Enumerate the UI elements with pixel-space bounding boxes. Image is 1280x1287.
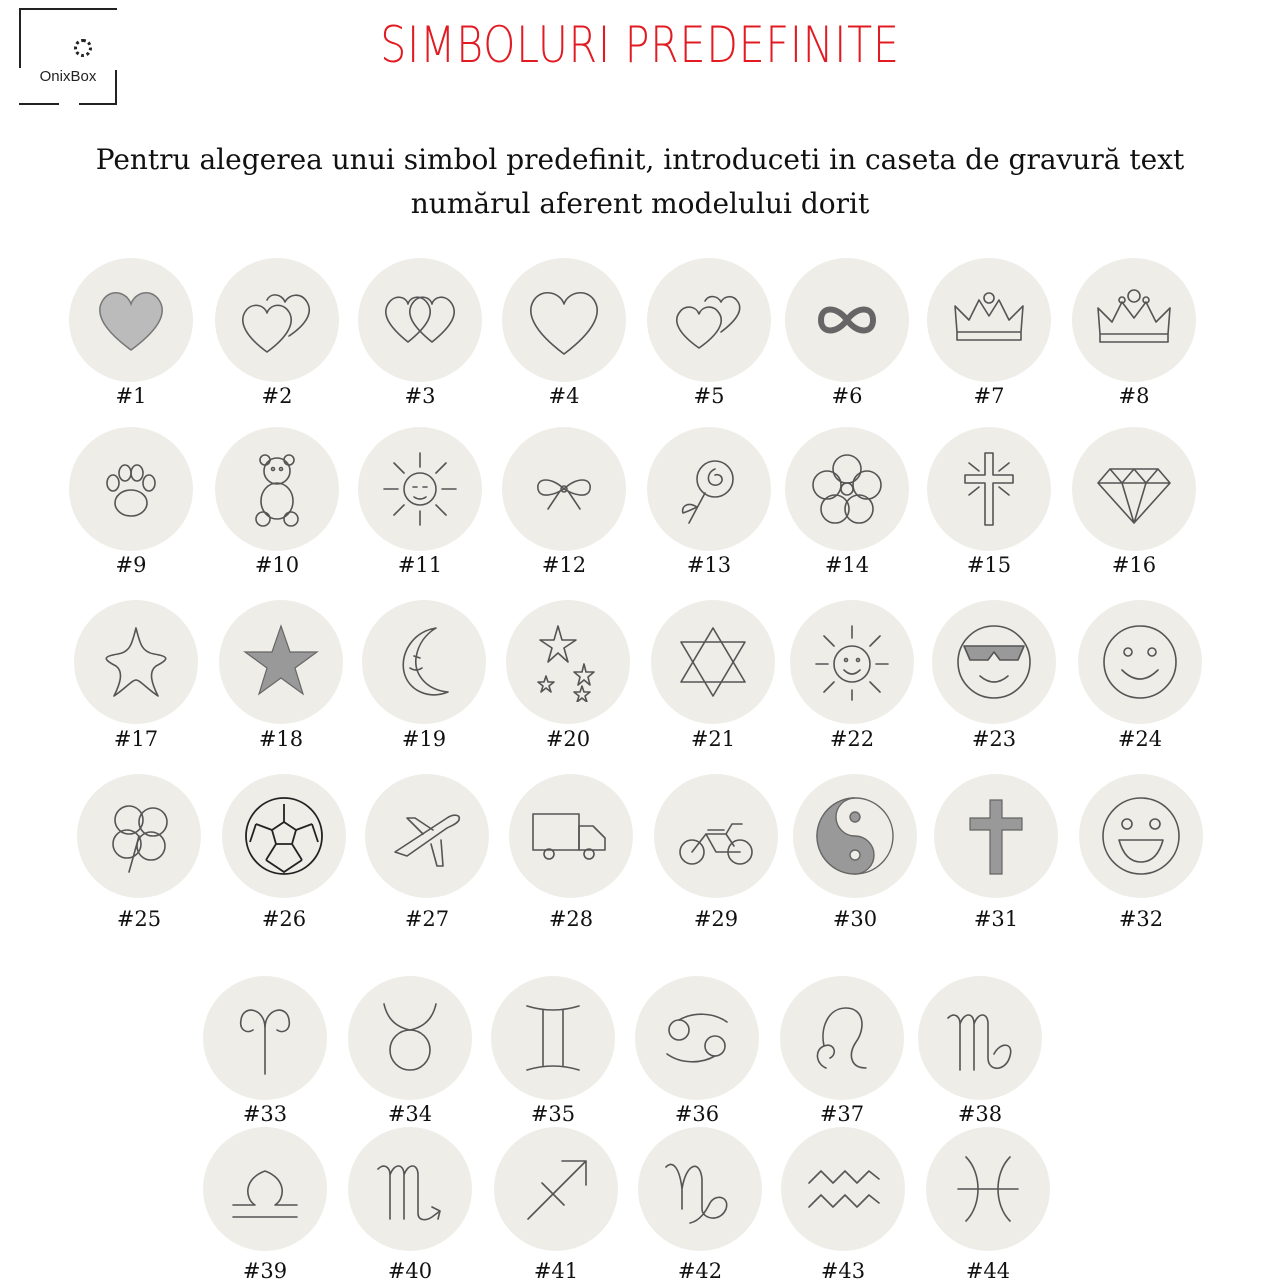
taurus-icon [370, 998, 450, 1078]
heart-outline-icon [524, 280, 604, 360]
symbol-disc [635, 976, 759, 1100]
symbol-8 [1072, 258, 1196, 418]
symbol-17 [74, 600, 198, 760]
diamond-icon [1094, 449, 1174, 529]
sun-face-icon [380, 449, 460, 529]
symbol-disc [74, 600, 198, 724]
symbol-44 [926, 1127, 1050, 1287]
star-striped-icon [241, 622, 321, 702]
symbol-number-label: #40 [387, 1259, 433, 1283]
symbol-disc [1078, 600, 1202, 724]
symbol-disc [927, 427, 1051, 551]
cross-icon [956, 796, 1036, 876]
symbol-number-label: #44 [965, 1259, 1011, 1283]
symbol-number-label: #4 [548, 384, 580, 408]
onixbox-logo [19, 8, 117, 105]
symbol-number-label: #30 [832, 907, 878, 931]
symbol-36 [635, 976, 759, 1136]
symbol-number-label: #20 [545, 727, 591, 751]
symbol-number-label: #6 [831, 384, 863, 408]
symbol-23 [932, 600, 1056, 760]
symbol-disc [358, 427, 482, 551]
symbol-number-label: #1 [115, 384, 147, 408]
symbol-disc [502, 258, 626, 382]
symbol-number-label: #2 [261, 384, 293, 408]
symbol-number-label: #27 [404, 907, 450, 931]
smiley-icon [1100, 622, 1180, 702]
paw-icon [91, 449, 171, 529]
star-of-david-icon [673, 622, 753, 702]
instructions [60, 138, 1220, 226]
symbol-38 [918, 976, 1042, 1136]
teddy-bear-icon [237, 449, 317, 529]
symbol-33 [203, 976, 327, 1136]
symbol-disc [77, 774, 201, 898]
symbol-number-label: #42 [677, 1259, 723, 1283]
symbol-5 [647, 258, 771, 418]
symbol-disc [69, 258, 193, 382]
symbol-20 [506, 600, 630, 760]
symbol-43 [781, 1127, 905, 1287]
symbol-41 [494, 1127, 618, 1287]
symbol-number-label: #33 [242, 1102, 288, 1126]
symbol-number-label: #11 [397, 553, 443, 577]
libra-icon [225, 1149, 305, 1229]
aries-icon [225, 998, 305, 1078]
symbol-disc [926, 1127, 1050, 1251]
symbol-disc [785, 427, 909, 551]
symbol-disc [1079, 774, 1203, 898]
double-hearts-icon [669, 280, 749, 360]
symbol-26 [222, 774, 346, 934]
crown-icon [949, 280, 1029, 360]
symbol-disc [785, 258, 909, 382]
virgo-icon [940, 998, 1020, 1078]
symbol-number-label: #13 [686, 553, 732, 577]
truck-icon [531, 796, 611, 876]
logo-frame [19, 8, 117, 105]
symbol-number-label: #5 [693, 384, 725, 408]
symbol-number-label: #32 [1118, 907, 1164, 931]
symbol-disc [651, 600, 775, 724]
symbol-2 [215, 258, 339, 418]
symbol-34 [348, 976, 472, 1136]
symbol-number-label: #41 [533, 1259, 579, 1283]
symbol-number-label: #31 [973, 907, 1019, 931]
symbol-disc [502, 427, 626, 551]
symbol-number-label: #19 [401, 727, 447, 751]
cancer-icon [657, 998, 737, 1078]
gemini-icon [513, 998, 593, 1078]
symbol-number-label: #3 [404, 384, 436, 408]
symbol-disc [1072, 258, 1196, 382]
page-title: SIMBOLURI PREDEFINITE [380, 16, 900, 74]
symbol-27 [365, 774, 489, 934]
logo-ring-icon [74, 39, 92, 57]
symbol-13 [647, 427, 771, 587]
symbol-disc [927, 258, 1051, 382]
symbol-22 [790, 600, 914, 760]
symbol-35 [491, 976, 615, 1136]
symbol-18 [219, 600, 343, 760]
symbol-disc [365, 774, 489, 898]
symbol-number-label: #38 [957, 1102, 1003, 1126]
symbol-disc [348, 1127, 472, 1251]
symbol-10 [215, 427, 339, 587]
sunglasses-face-icon [954, 622, 1034, 702]
symbol-14 [785, 427, 909, 587]
symbol-42 [638, 1127, 762, 1287]
symbol-number-label: #9 [115, 553, 147, 577]
symbol-number-label: #23 [971, 727, 1017, 751]
symbol-disc [348, 976, 472, 1100]
symbol-number-label: #36 [674, 1102, 720, 1126]
symbol-disc [918, 976, 1042, 1100]
symbol-number-label: #15 [966, 553, 1012, 577]
symbol-11 [358, 427, 482, 587]
symbol-number-label: #21 [690, 727, 736, 751]
pisces-icon [948, 1149, 1028, 1229]
aquarius-icon [803, 1149, 883, 1229]
symbol-disc [358, 258, 482, 382]
symbol-disc [494, 1127, 618, 1251]
symbol-disc [654, 774, 778, 898]
symbol-number-label: #43 [820, 1259, 866, 1283]
symbol-number-label: #37 [819, 1102, 865, 1126]
symbol-4 [502, 258, 626, 418]
symbol-number-label: #18 [258, 727, 304, 751]
yin-yang-icon [815, 796, 895, 876]
cross-radiant-icon [949, 449, 1029, 529]
symbol-number-label: #12 [541, 553, 587, 577]
symbol-31 [934, 774, 1058, 934]
symbol-16 [1072, 427, 1196, 587]
symbol-29 [654, 774, 778, 934]
symbol-disc [793, 774, 917, 898]
airplane-icon [387, 796, 467, 876]
symbol-disc [790, 600, 914, 724]
scorpio-icon [370, 1149, 450, 1229]
symbol-21 [651, 600, 775, 760]
symbol-number-label: #8 [1118, 384, 1150, 408]
symbol-number-label: #14 [824, 553, 870, 577]
symbol-disc [934, 774, 1058, 898]
big-smile-icon [1101, 796, 1181, 876]
symbol-disc [1072, 427, 1196, 551]
symbol-disc [222, 774, 346, 898]
logo-brand-text: OnixBox [39, 68, 97, 85]
stars-icon [528, 622, 608, 702]
symbol-disc [215, 427, 339, 551]
symbol-number-label: #28 [548, 907, 594, 931]
symbol-6 [785, 258, 909, 418]
symbol-1 [69, 258, 193, 418]
symbol-disc [781, 1127, 905, 1251]
symbol-12 [502, 427, 626, 587]
symbol-number-label: #35 [530, 1102, 576, 1126]
symbol-disc [509, 774, 633, 898]
interlocked-hearts-icon [380, 280, 460, 360]
symbol-number-label: #26 [261, 907, 307, 931]
symbol-number-label: #25 [116, 907, 162, 931]
symbol-28 [509, 774, 633, 934]
symbol-number-label: #29 [693, 907, 739, 931]
instructions-line-2: numărul aferent modelului dorit [410, 187, 870, 220]
symbol-number-label: #34 [387, 1102, 433, 1126]
crescent-moon-icon [384, 622, 464, 702]
flower-icon [807, 449, 887, 529]
symbol-disc [932, 600, 1056, 724]
symbol-number-label: #22 [829, 727, 875, 751]
symbol-disc [647, 427, 771, 551]
symbol-3 [358, 258, 482, 418]
symbol-19 [362, 600, 486, 760]
infinity-icon [807, 280, 887, 360]
symbol-disc [362, 600, 486, 724]
symbol-disc [506, 600, 630, 724]
symbol-number-label: #39 [242, 1259, 288, 1283]
symbol-disc [219, 600, 343, 724]
symbol-37 [780, 976, 904, 1136]
symbol-39 [203, 1127, 327, 1287]
symbol-number-label: #16 [1111, 553, 1157, 577]
symbol-disc [638, 1127, 762, 1251]
motorcycle-icon [676, 796, 756, 876]
symbol-disc [491, 976, 615, 1100]
bow-icon [524, 449, 604, 529]
smiling-sun-icon [812, 622, 892, 702]
leo-icon [802, 998, 882, 1078]
symbol-7 [927, 258, 1051, 418]
capricorn-icon [660, 1149, 740, 1229]
symbol-9 [69, 427, 193, 587]
symbol-number-label: #7 [973, 384, 1005, 408]
sagittarius-icon [516, 1149, 596, 1229]
starfish-icon [96, 622, 176, 702]
heart-striped-icon [91, 280, 171, 360]
clover-icon [99, 796, 179, 876]
two-hearts-outline-icon [237, 280, 317, 360]
soccer-ball-icon [244, 796, 324, 876]
symbol-25 [77, 774, 201, 934]
symbol-disc [69, 427, 193, 551]
symbol-15 [927, 427, 1051, 587]
symbol-number-label: #24 [1117, 727, 1163, 751]
symbol-disc [780, 976, 904, 1100]
symbol-disc [215, 258, 339, 382]
symbol-number-label: #10 [254, 553, 300, 577]
symbol-disc [203, 976, 327, 1100]
symbol-24 [1078, 600, 1202, 760]
symbol-disc [203, 1127, 327, 1251]
symbol-40 [348, 1127, 472, 1287]
symbol-32 [1079, 774, 1203, 934]
rose-icon [669, 449, 749, 529]
symbol-disc [647, 258, 771, 382]
symbol-number-label: #17 [113, 727, 159, 751]
crown-ornate-icon [1094, 280, 1174, 360]
symbol-30 [793, 774, 917, 934]
instructions-line-1: Pentru alegerea unui simbol predefinit, introduceti in caseta de gravură text [95, 143, 1185, 176]
